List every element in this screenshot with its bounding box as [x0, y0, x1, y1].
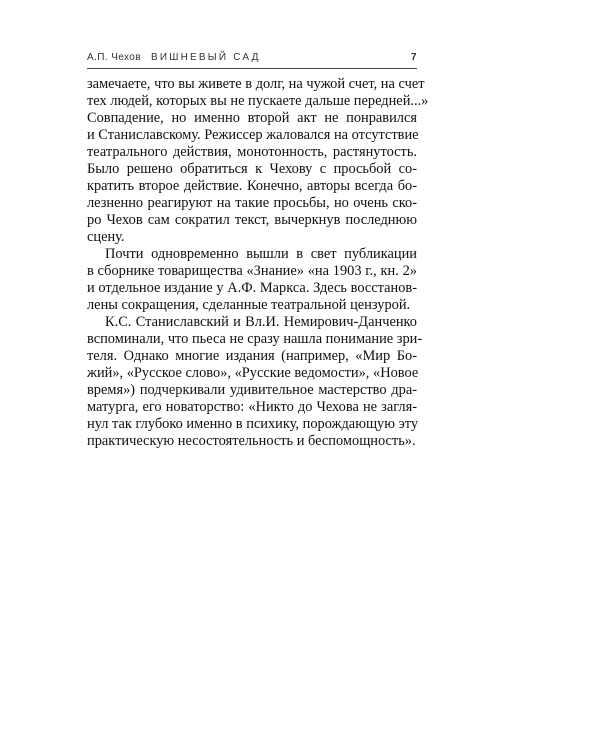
text-line: время») подчеркивали удивительное мастерство дра-: [87, 382, 417, 398]
text-line: ро Чехов сам сократил текст, вычеркнув последнюю: [87, 212, 417, 228]
text-line: жий», «Русское слово», «Русские ведомости», «Новое: [87, 365, 419, 381]
text-line: кратить второе действие. Конечно, авторы всегда бо-: [87, 178, 417, 194]
text-line: Было решено обратиться к Чехову с просьбой со-: [87, 161, 417, 177]
text-line: практическую несостоятельность и беспомощность».: [87, 433, 416, 449]
running-header: [87, 52, 417, 68]
paragraph-3: [87, 314, 423, 450]
text-line: вспоминали, что пьеса не сразу нашла понимание зри-: [87, 331, 423, 347]
page-number: 7: [411, 52, 417, 63]
text-line: теля. Однако многие издания (например, «Мир Бо-: [87, 348, 417, 364]
body-text: [87, 76, 429, 450]
text-line: матурга, его новаторство: «Никто до Чехова не загля-: [87, 399, 417, 415]
header-book-title: ВИШНЕВЫЙ САД: [151, 52, 261, 63]
header-rule: [87, 68, 417, 69]
text-line: тех людей, которых вы не пускаете дальше передней...»: [87, 93, 429, 109]
text-line: К.С. Станиславский и Вл.И. Немирович-Данченко: [105, 314, 417, 330]
text-line: Совпадение, но именно второй акт не понравился: [87, 110, 417, 126]
text-line: Почти одновременно вышли в свет публикации: [105, 246, 417, 262]
text-line: в сборнике товарищества «Знание» «на 1903 г., кн. 2»: [87, 263, 417, 279]
text-line: театрального действия, монотонность, растянутость.: [87, 144, 417, 160]
text-line: лены сокращения, сделанные театральной цензурой.: [87, 297, 411, 313]
text-line: нул так глубоко именно в психику, порождающую эту: [87, 416, 419, 432]
header-author: А.П. Чехов: [87, 52, 141, 63]
text-line: замечаете, что вы живете в долг, на чужой счет, на счет: [87, 76, 425, 92]
paragraph-2: [87, 246, 417, 314]
paragraph-1: [87, 76, 429, 246]
text-line: и Станиславскому. Режиссер жаловался на отсутствие: [87, 127, 419, 143]
text-line: сцену.: [87, 229, 125, 245]
text-line: лезненно реагируют на такие просьбы, но очень ско-: [87, 195, 417, 211]
text-line: и отдельное издание у А.Ф. Маркса. Здесь восстанов-: [87, 280, 417, 296]
